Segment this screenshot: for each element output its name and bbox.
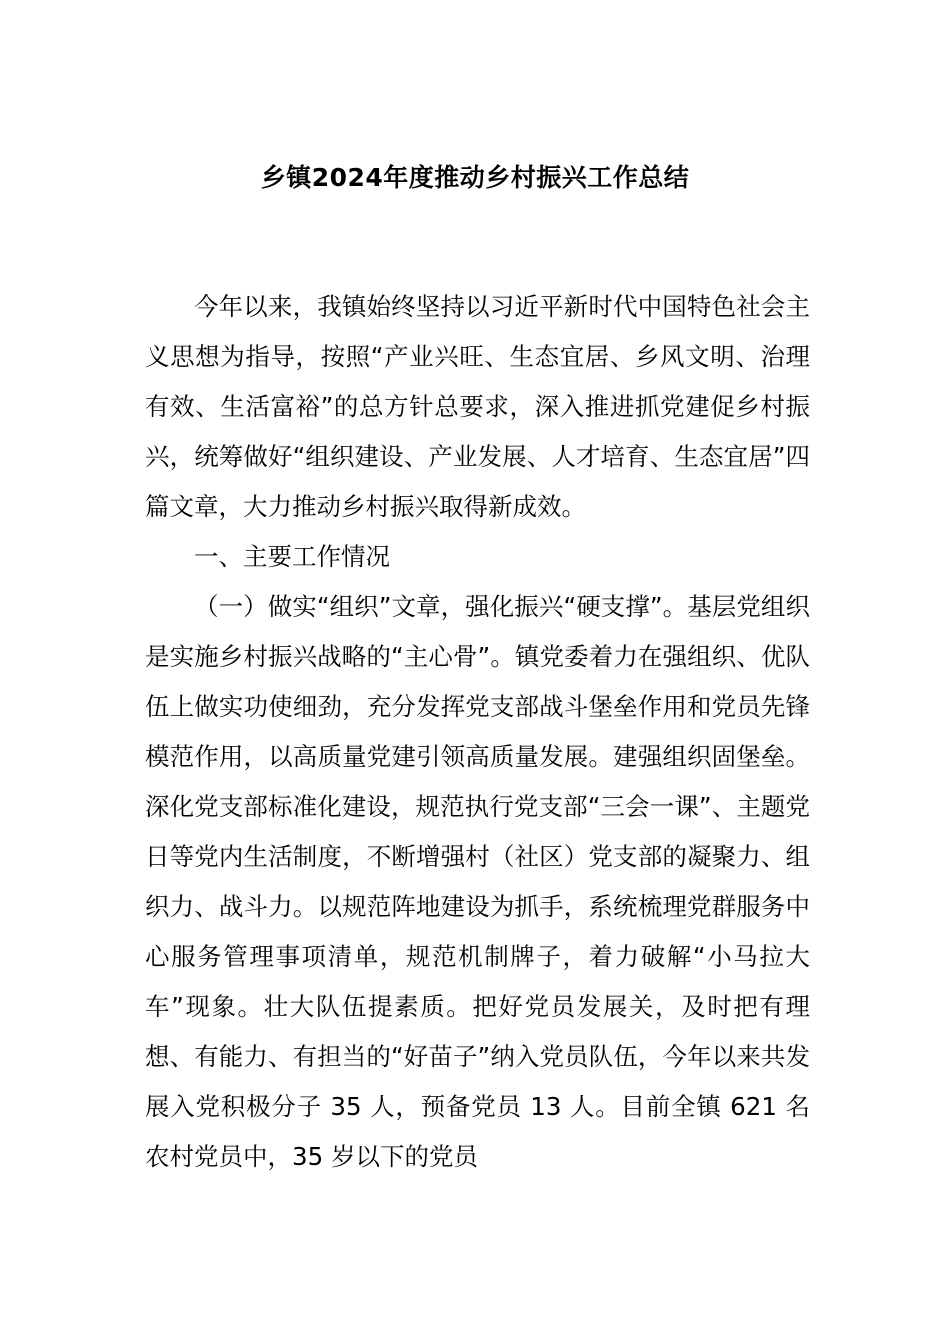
document-title: 乡镇2024年度推动乡村振兴工作总结 <box>260 163 690 192</box>
section-heading: 一、主要工作情况 <box>194 542 390 571</box>
paragraph-organization: （一）做实“组织”文章，强化振兴“硬支撑”。基层党组织是实施乡村振兴战略的“主心骨”。镇党委着力在强组织、优队伍上做实功使细劲，充分发挥党支部战斗堡垒作用和党员先锋模范作用，以高质量党建引领高质量发展。建强组织固堡垒。深化党支部标准化建设，规范执行党支部“三会一课”、主题党日等党内生活制度，不断增强村（社区）党支部的凝聚力、组织力、战斗力。以规范阵地建设为抓手，系统梳理党群服务中心服务管理事项清单，规范机制牌子，着力破解“小马拉大车”现象。壮大队伍提素质。把好党员发展关，及时把有理想、有能力、有担当的“好苗子”纳入党员队伍，今年以来共发展入党积极分子 35 人，预备党员 13 人。目前全镇 621 名农村党员中，35 岁以下的党员 <box>145 592 810 1171</box>
paragraph-intro: 今年以来，我镇始终坚持以习近平新时代中国特色社会主义思想为指导，按照“产业兴旺、生态宜居、乡风文明、治理有效、生活富裕”的总方针总要求，深入推进抓党建促乡村振兴，统筹做好“组织建设、产业发展、人才培育、生态宜居”四篇文章，大力推动乡村振兴取得新成效。 <box>145 292 810 521</box>
document-body <box>145 282 810 1182</box>
